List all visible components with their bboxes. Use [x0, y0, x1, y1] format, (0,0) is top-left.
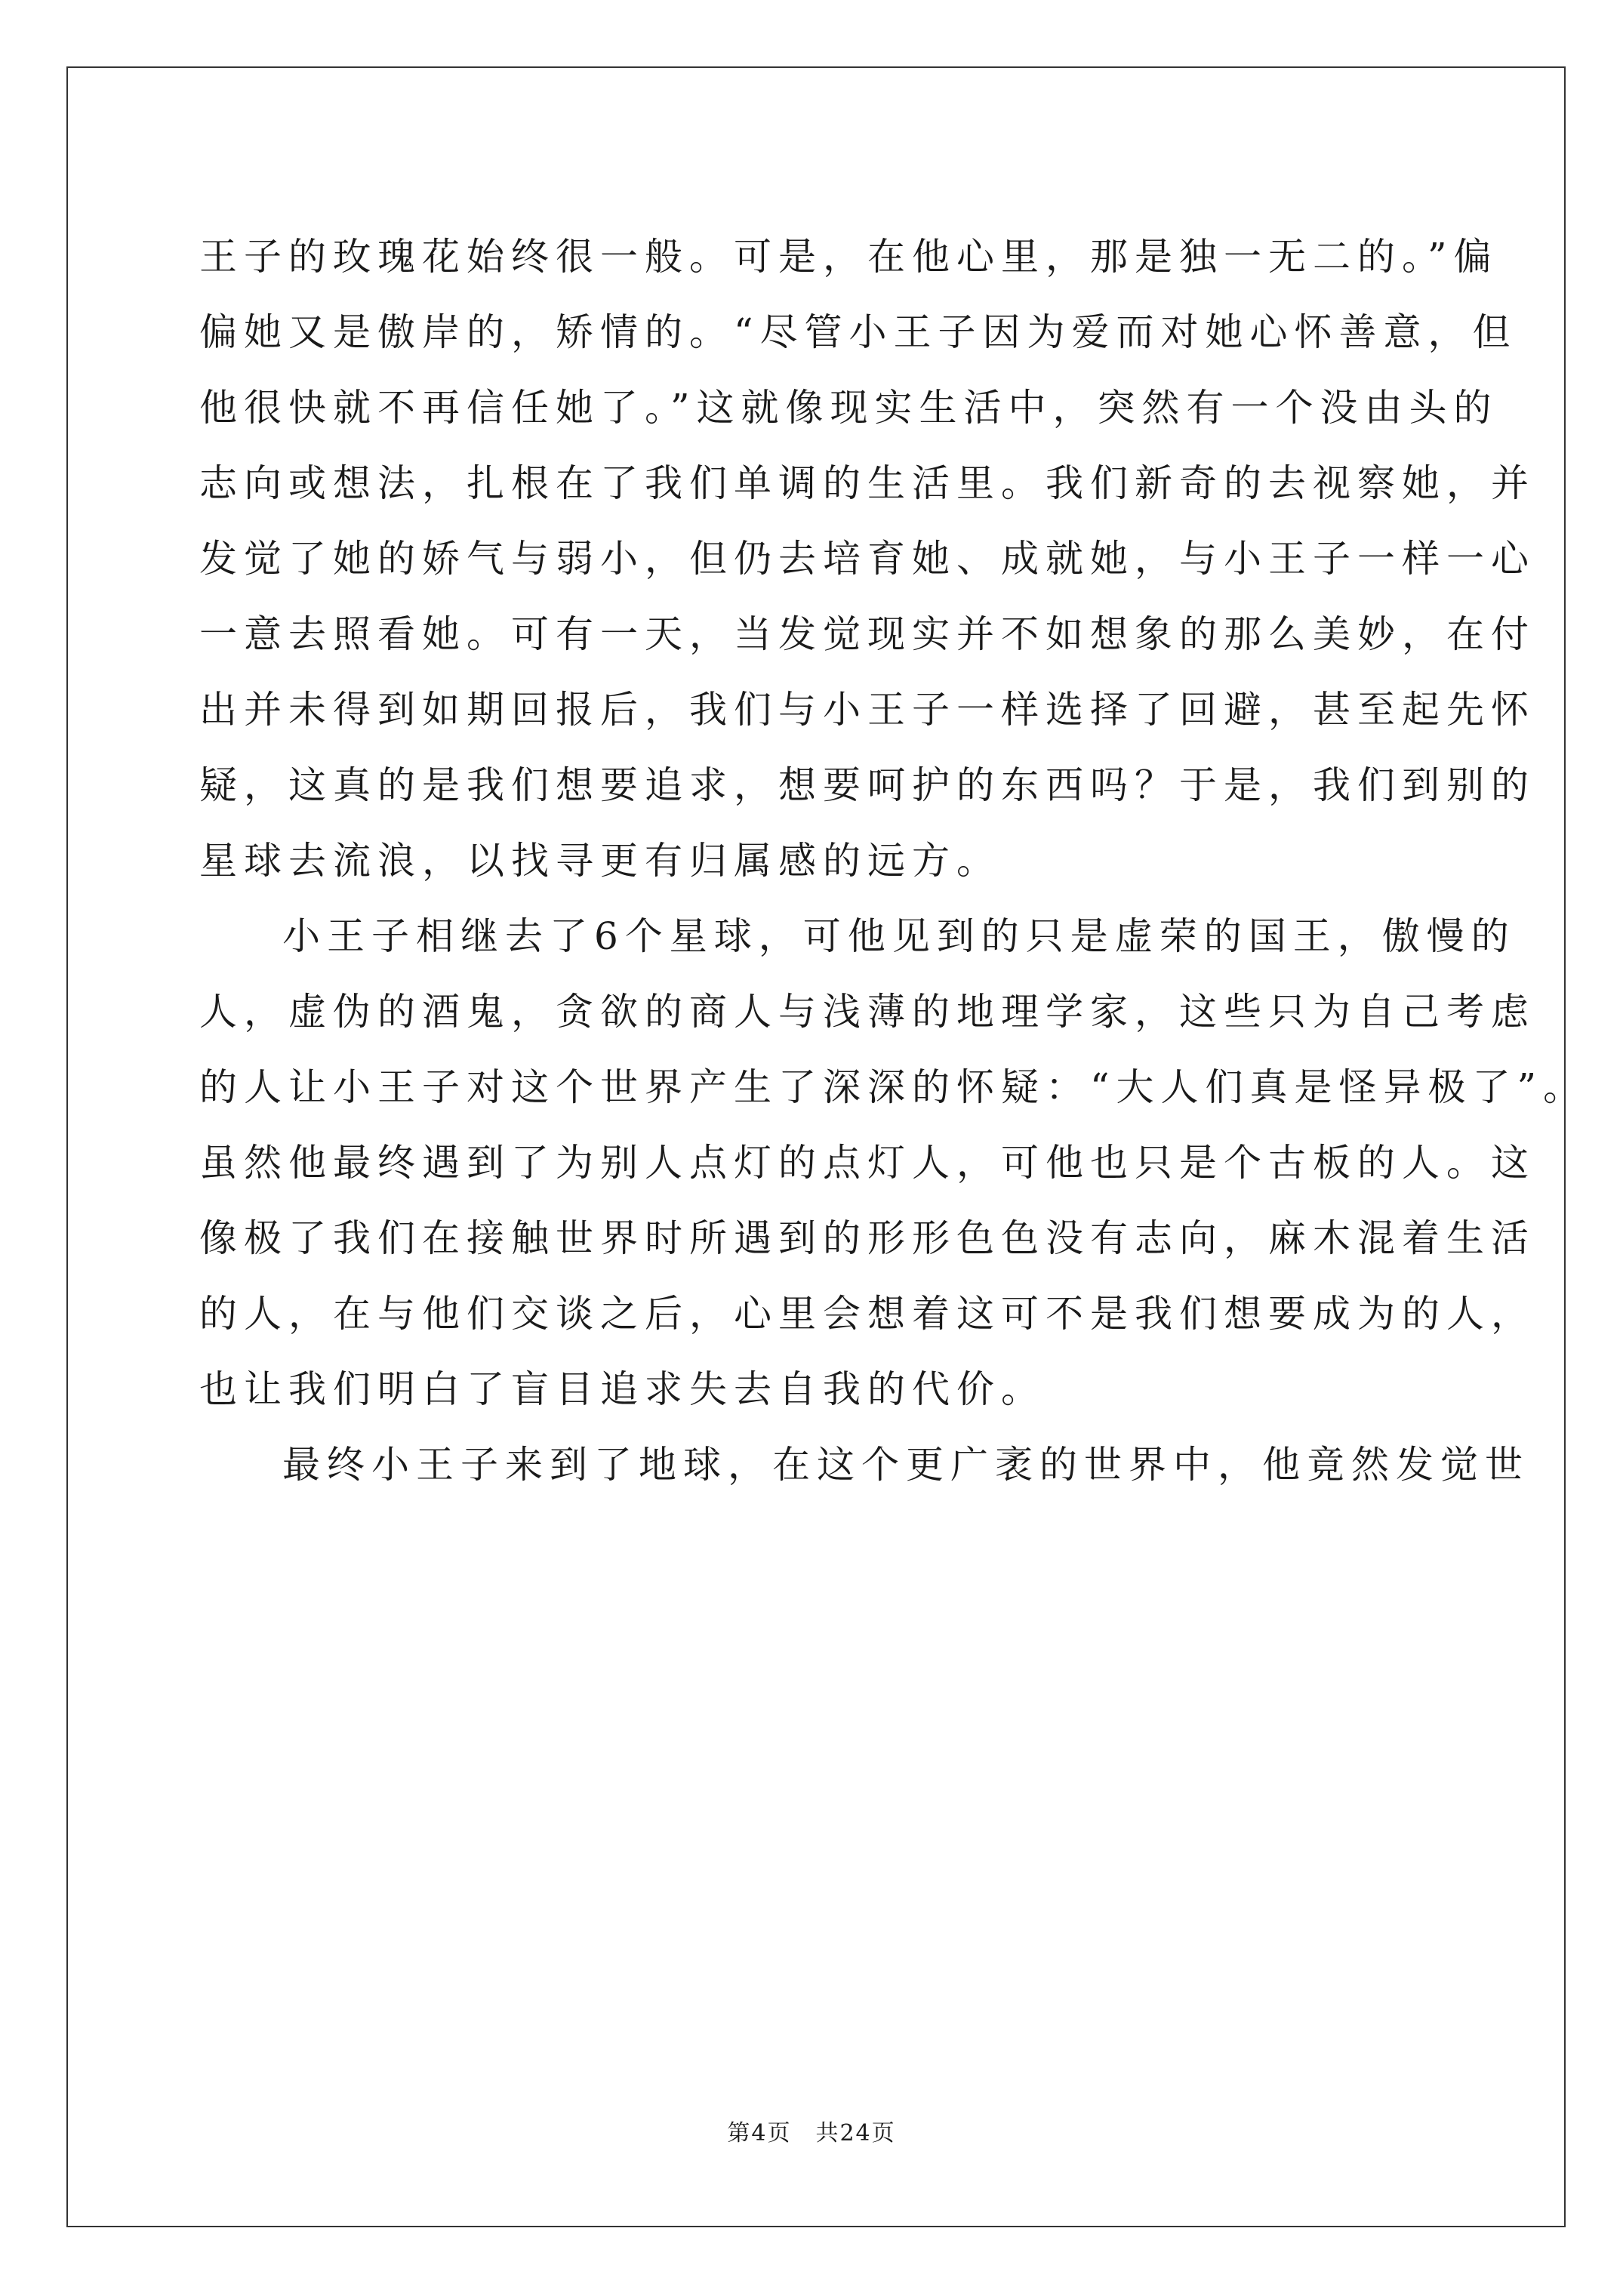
text-line-15: 的人，在与他们交谈之后，心里会想着这可不是我们想要成为的人，: [199, 1292, 1535, 1336]
text-line-1: 王子的玫瑰花始终很一般。可是，在他心里，那是独一无二的。”偏: [199, 235, 1498, 279]
text-line-5: 发觉了她的娇气与弱小，但仍去培育她、成就她，与小王子一样一心: [199, 537, 1535, 581]
text-line-14: 像极了我们在接触世界时所遇到的形形色色没有志向，麻木混着生活: [199, 1216, 1535, 1260]
text-line-6: 一意去照看她。可有一天，当发觉现实并不如想象的那么美妙，在付: [199, 612, 1535, 656]
page-number-footer: 第4页 共24页: [727, 2120, 896, 2147]
text-line-13: 虽然他最终遇到了为别人点灯的点灯人，可他也只是个古板的人。这: [199, 1141, 1535, 1185]
text-line-4: 志向或想法，扎根在了我们单调的生活里。我们新奇的去视察她，并: [199, 461, 1535, 505]
text-line-17: 最终小王子来到了地球，在这个更广袤的世界中，他竟然发觉世: [282, 1443, 1529, 1487]
text-line-8: 疑，这真的是我们想要追求，想要呵护的东西吗？于是，我们到别的: [199, 763, 1535, 807]
text-line-9: 星球去流浪，以找寻更有归属感的远方。: [199, 839, 1001, 883]
text-line-12: 的人让小王子对这个世界产生了深深的怀疑：“大人们真是怪异极了”。: [199, 1065, 1588, 1109]
text-line-7: 出并未得到如期回报后，我们与小王子一样选择了回避，甚至起先怀: [199, 688, 1535, 732]
document-body: [199, 219, 1588, 1502]
text-line-10: 小王子相继去了6个星球，可他见到的只是虚荣的国王，傲慢的: [282, 914, 1516, 958]
text-line-3: 他很快就不再信任她了。”这就像现实生活中，突然有一个没由头的: [199, 386, 1498, 430]
text-line-11: 人，虚伪的酒鬼，贪欲的商人与浅薄的地理学家，这些只为自己考虑: [199, 990, 1535, 1034]
text-line-16: 也让我们明白了盲目追求失去自我的代价。: [199, 1367, 1046, 1411]
text-line-2: 偏她又是傲岸的，矫情的。“尽管小王子因为爱而对她心怀善意，但: [199, 310, 1517, 354]
